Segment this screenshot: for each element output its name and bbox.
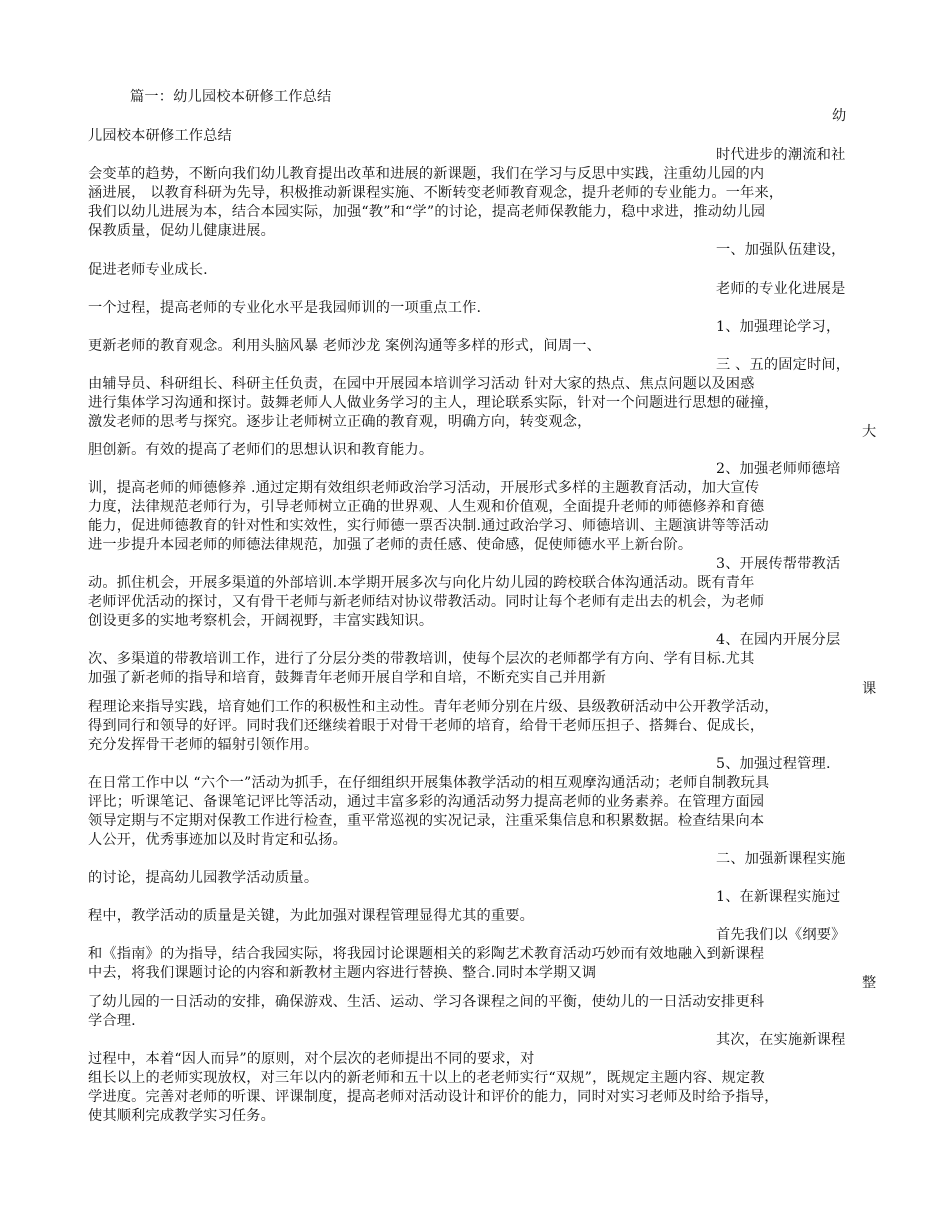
text-line: 的讨论，提高幼儿园教学活动质量。	[88, 870, 319, 886]
text-line: 训，提高老师的师德修养 .通过定期有效组织老师政治学习活动，开展形式多样的主题教育活动，加大宣传	[88, 480, 760, 496]
text-line: 创设更多的实地考察机会，开阔视野，丰富实践知识。	[88, 613, 434, 629]
text-line: 儿园校本研修工作总结	[88, 128, 232, 144]
text-line: 加强了新老师的指导和培育，鼓舞青年老师开展自学和自培，不断充实自己并用新	[88, 670, 606, 686]
text-line: 三 、五的固定时间，	[716, 357, 851, 373]
text-line: 老师评优活动的探讨，又有骨干老师与新老师结对协议带教活动。同时让每个老师有走出去的机会，为老师	[88, 594, 765, 610]
text-line: 整	[862, 975, 877, 991]
subsection-heading: 1、加强理论学习，	[716, 319, 841, 335]
text-line: 次、多渠道的带教培训工作，进行了分层分类的带教培训，使每个层次的老师都学有方向、学有目标.尤其	[88, 651, 755, 667]
text-line: 更新老师的教育观念。利用头脑风暴 老师沙龙 案例沟通等多样的形式，间周一、	[88, 338, 601, 354]
text-line: 中去，将我们课题讨论的内容和新教材主题内容进行替换、整合.同时本学期又调	[88, 965, 597, 981]
text-line: 得到同行和领导的好评。同时我们还继续着眼于对骨干老师的培育，给骨干老师压担子、搭舞台、促成长，	[88, 718, 765, 734]
text-line: 保教质量，促幼儿健康进展。	[88, 223, 276, 239]
text-line: 课	[862, 681, 877, 697]
subsection-heading: 5、加强过程管理.	[716, 756, 831, 772]
text-line: 会变革的趋势，不断向我们幼儿教育提出改革和进展的新课题，我们在学习与反思中实践，注重幼儿园的内	[88, 166, 765, 182]
text-line: 促进老师专业成长.	[88, 262, 208, 278]
text-line: 首先我们以《纲要》	[716, 927, 846, 943]
text-line: 使其顺利完成教学实习任务。	[88, 1108, 276, 1124]
text-line: 力度，法律规范老师行为，引导老师树立正确的世界观、人生观和价值观，全面提升老师的师德修养和育德	[88, 499, 765, 515]
text-line: 程理论来指导实践，培育她们工作的积极性和主动性。青年老师分别在片级、县级教研活动中公开教学活动，	[88, 699, 779, 715]
subsection-heading: 1、在新课程实施过	[716, 889, 841, 905]
text-line: 和《指南》的为指导，结合我园实际，将我园讨论课题相关的彩陶艺术教育活动巧妙而有效地融入到新课程	[88, 946, 765, 962]
text-line: 一个过程，提高老师的专业化水平是我园师训的一项重点工作.	[88, 300, 482, 316]
text-line: 进行集体学习沟通和探讨。鼓舞老师人人做业务学习的主人，理论联系实际，针对一个问题进行思想的碰撞，	[88, 395, 779, 411]
text-line: 学进度。完善对老师的听课、评课制度，提高老师对活动设计和评价的能力，同时对实习老师及时给予指导，	[88, 1089, 779, 1105]
subsection-heading: 3、开展传帮带教活	[716, 556, 841, 572]
text-line: 学合理.	[88, 1013, 136, 1029]
text-line: 在日常工作中以 “六个一”活动为抓手，在仔细组织开展集体教学活动的相互观摩沟通活动；老师自制教玩具	[88, 775, 770, 791]
text-line: 时代进步的潮流和社	[716, 147, 846, 163]
section-heading: 一、加强队伍建设，	[716, 242, 846, 258]
text-line: 进一步提升本园老师的师德法律规范，加强了老师的责任感、使命感，促使师德水平上新台阶。	[88, 537, 693, 553]
subsection-heading: 2、加强老师师德培	[716, 461, 841, 477]
text-line: 涵进展， 以教育科研为先导，积极推动新课程实施、不断转变老师教育观念，提升老师的专业能力。一年来，	[88, 185, 784, 201]
text-line: 我们以幼儿进展为本，结合本园实际，加强“教”和“学”的讨论，提高老师保教能力，稳中求进，推动幼儿园	[88, 204, 766, 220]
text-line: 人公开，优秀事迹加以及时肯定和弘扬。	[88, 832, 347, 848]
text-line: 其次，在实施新课程	[716, 1032, 846, 1048]
text-line: 由辅导员、科研组长、科研主任负责，在园中开展园本培训学习活动 针对大家的热点、焦点问题以及困惑	[88, 376, 755, 392]
text-line: 评比；听课笔记、备课笔记评比等活动，通过丰富多彩的沟通活动努力提高老师的业务素养。在管理方面园	[88, 794, 765, 810]
text-line: 幼	[832, 108, 847, 124]
text-line: 胆创新。有效的提高了老师们的思想认识和教育能力。	[88, 442, 434, 458]
text-line: 组长以上的老师实现放权，对三年以内的新老师和五十以上的老老师实行“双规”，既规定主题内容、规定教	[88, 1070, 765, 1086]
section-heading: 二、加强新课程实施	[716, 851, 846, 867]
text-line: 大	[862, 424, 877, 440]
text-line: 充分发挥骨干老师的辐射引领作用。	[88, 737, 319, 753]
text-line: 能力，促进师德教育的针对性和实效性，实行师德一票否决制.通过政治学习、师德培训、主题演讲等等活动	[88, 518, 769, 534]
text-line: 动。抓住机会，开展多渠道的外部培训.本学期开展多次与向化片幼儿园的跨校联合体沟通活动。既有青年	[88, 575, 755, 591]
text-line: 老师的专业化进展是	[716, 281, 846, 297]
subsection-heading: 4、在园内开展分层	[716, 632, 841, 648]
text-line: 程中，教学活动的质量是关键，为此加强对课程管理显得尤其的重要。	[88, 908, 535, 924]
text-line: 领导定期与不定期对保教工作进行检查，重平常巡视的实况记录，注重采集信息和积累数据。检查结果向本	[88, 813, 765, 829]
text-line: 激发老师的思考与探究。逐步让老师树立正确的教育观，明确方向，转变观念，	[88, 414, 592, 430]
text-line: 了幼儿园的一日活动的安排，确保游戏、生活、运动、学习各课程之间的平衡，使幼儿的一日活动安排更科	[88, 994, 765, 1010]
text-line: 过程中，本着“因人而异”的原则，对个层次的老师提出不同的要求，对	[88, 1051, 535, 1067]
document-title: 篇一：幼儿园校本研修工作总结	[130, 89, 332, 105]
